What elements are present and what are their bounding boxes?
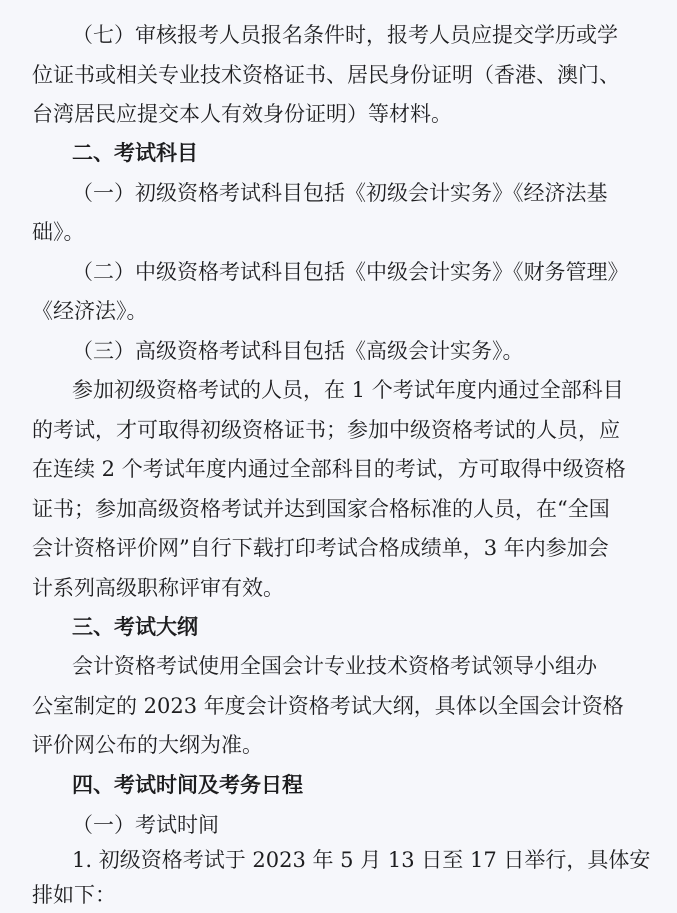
- text-line: 证书；参加高级资格考试并达到国家合格标准的人员，在“全国: [32, 497, 610, 521]
- text-line: 会计资格考试使用全国会计专业技术资格考试领导小组办: [72, 654, 597, 678]
- text-line: 《经济法》。: [32, 299, 148, 323]
- text-line: 排如下：: [32, 883, 116, 907]
- section-heading: 四、考试时间及考务日程: [72, 773, 303, 797]
- text-line: （三）高级资格考试科目包括《高级会计实务》。: [72, 339, 524, 363]
- text-line: 在连续 2 个考试年度内通过全部科目的考试，方可取得中级资格: [32, 457, 626, 481]
- text-line: （二）中级资格考试科目包括《中级会计实务》《财务管理》: [72, 260, 629, 284]
- text-line: （一）初级资格考试科目包括《初级会计实务》《经济法基: [72, 181, 608, 205]
- text-line: 会计资格评价网”自行下载打印考试合格成绩单，3 年内参加会: [32, 536, 609, 560]
- text-line: 公室制定的 2023 年度会计资格考试大纲，具体以全国会计资格: [32, 694, 624, 718]
- text-line: 的考试，才可取得初级资格证书；参加中级资格考试的人员，应: [32, 418, 620, 442]
- text-line: （七）审核报考人员报名条件时，报考人员应提交学历或学: [72, 23, 618, 47]
- text-line: 台湾居民应提交本人有效身份证明）等材料。: [32, 102, 452, 126]
- text-line: 参加初级资格考试的人员，在 1 个考试年度内通过全部科目: [72, 378, 624, 402]
- text-line: 础》。: [32, 220, 85, 244]
- section-heading: 三、考试大纲: [72, 615, 198, 639]
- text-line: 位证书或相关专业技术资格证书、居民身份证明（香港、澳门、: [32, 63, 620, 87]
- text-line: 1. 初级资格考试于 2023 年 5 月 13 日至 17 日举行，具体安: [72, 848, 651, 872]
- text-line: （一）考试时间: [72, 813, 219, 837]
- text-line: 评价网公布的大纲为准。: [32, 733, 263, 757]
- text-line: 计系列高级职称评审有效。: [32, 576, 284, 600]
- section-heading: 二、考试科目: [72, 141, 198, 165]
